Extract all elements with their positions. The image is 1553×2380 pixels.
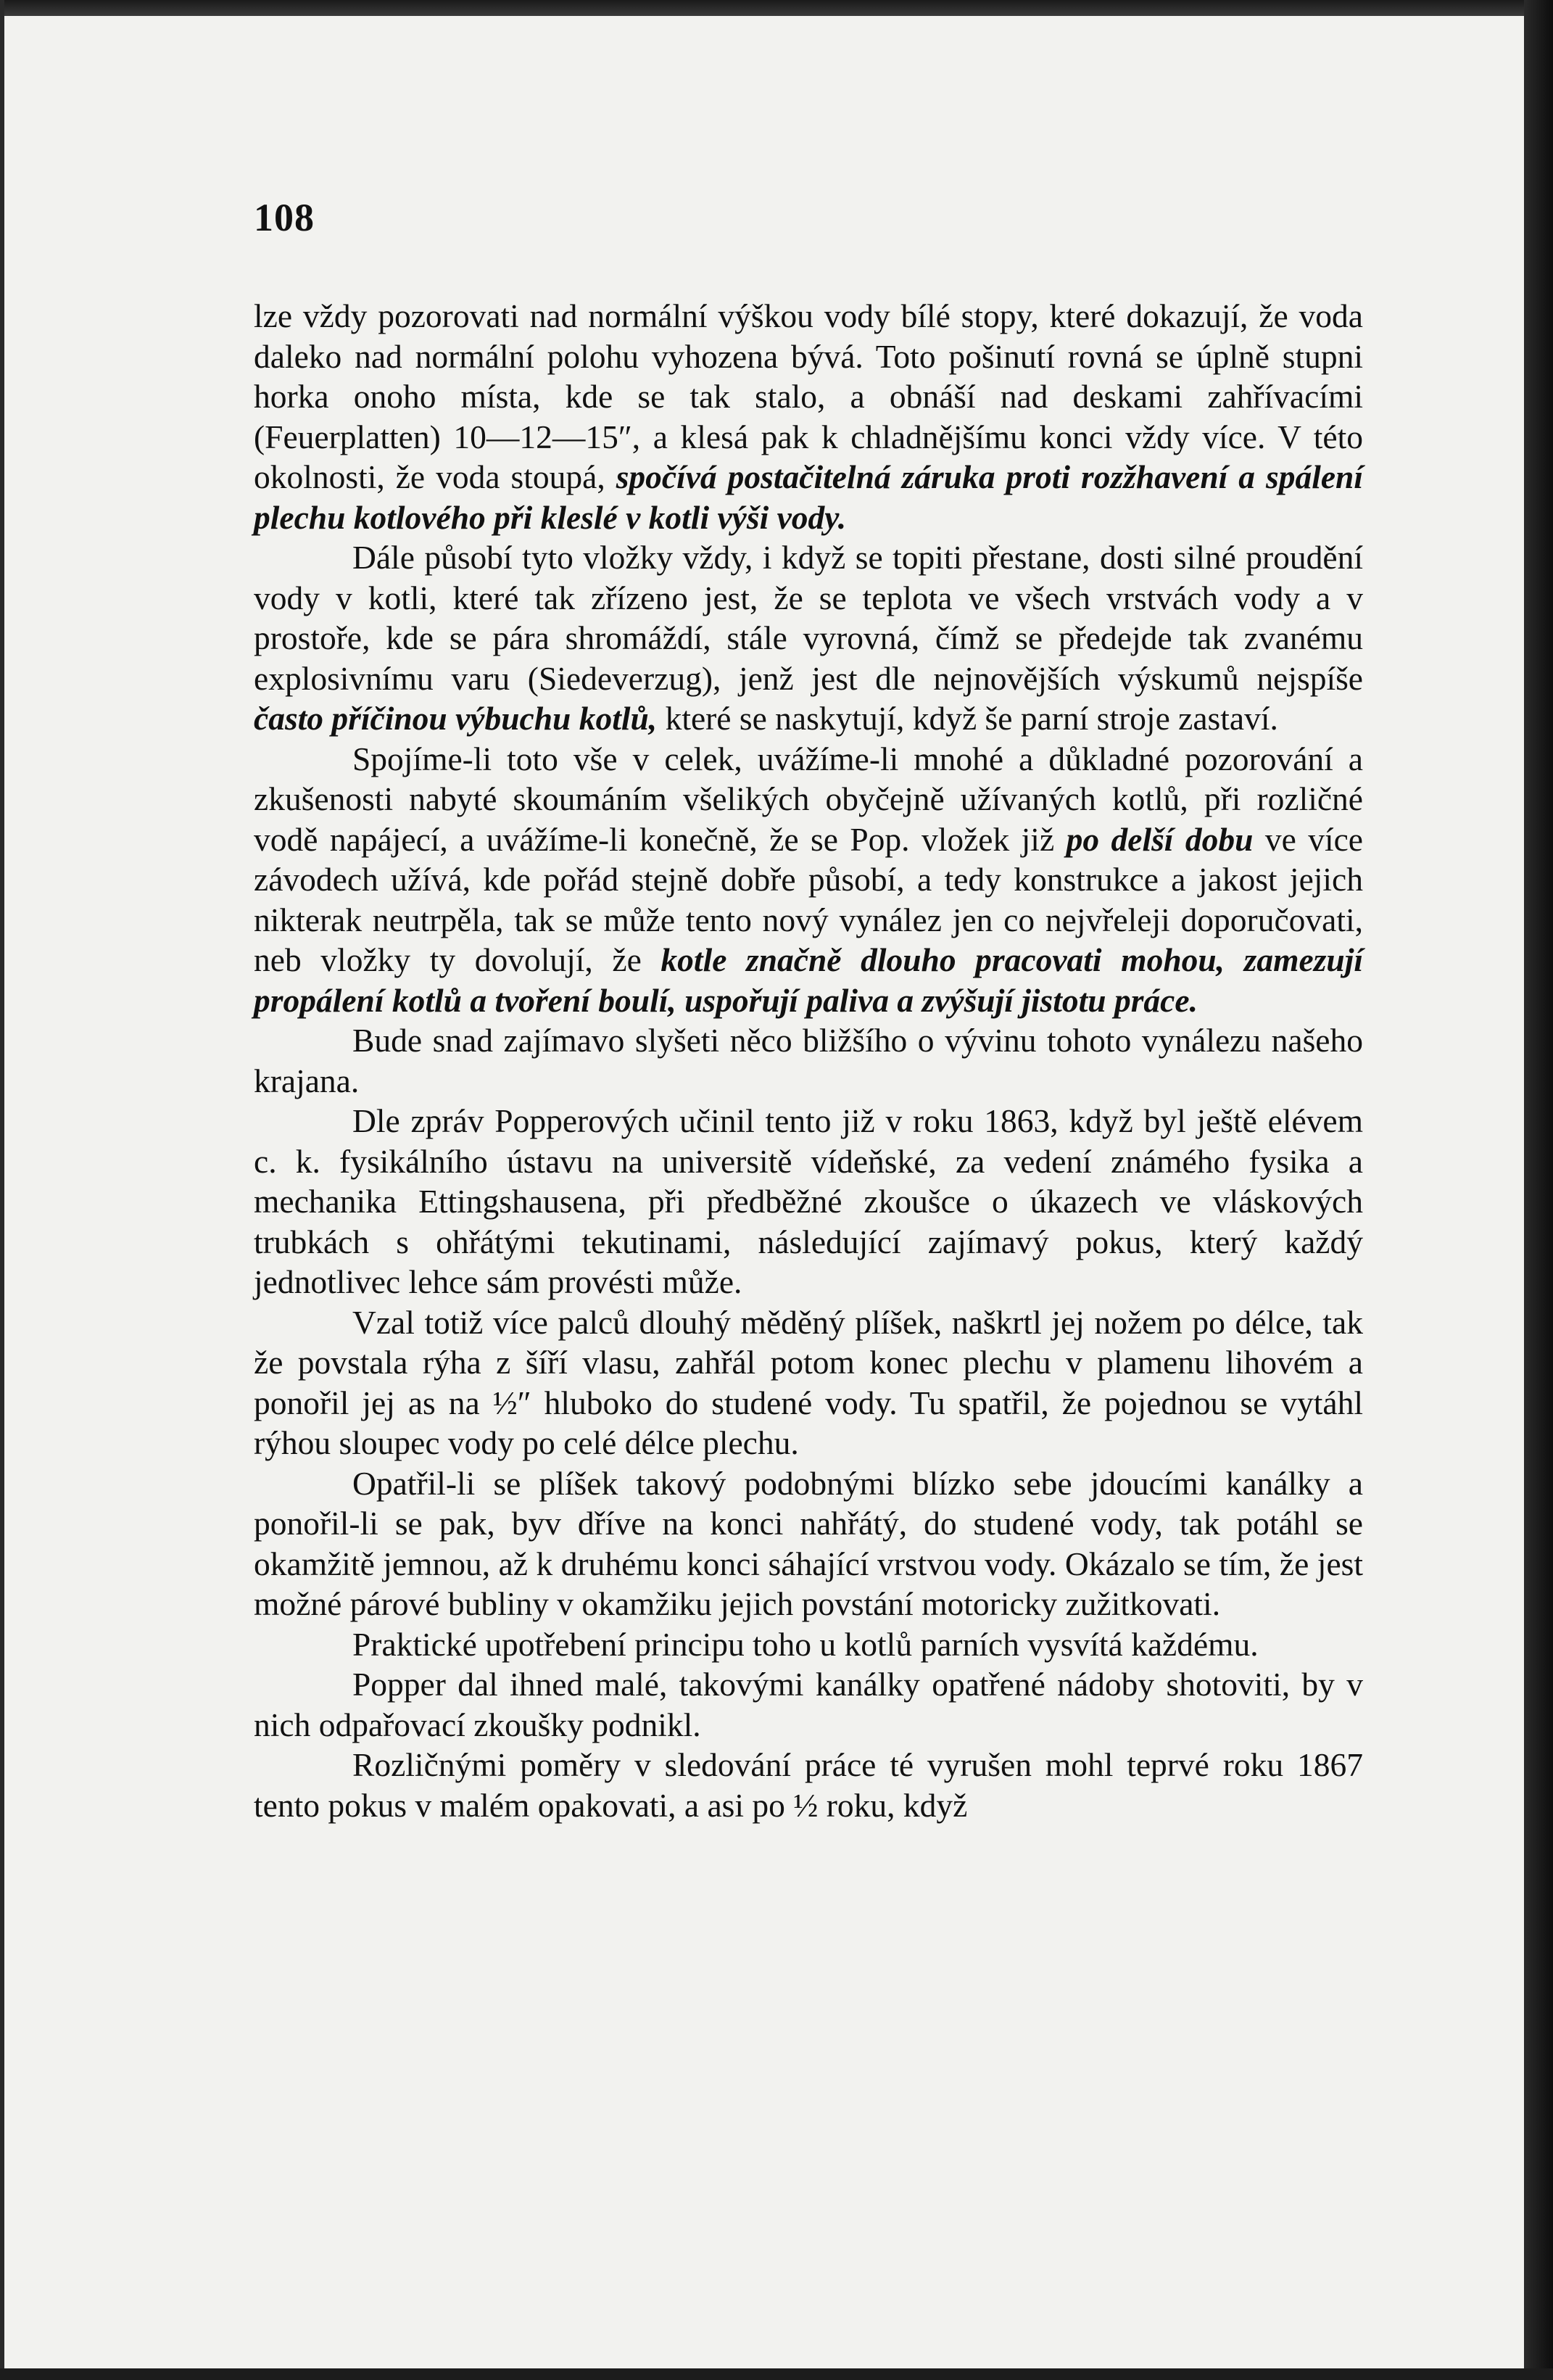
emphasized-text: kotle značně dlouho pracovati mohou, zamezují propálení kotlů a tvoření boulí, uspořují paliva a zvýšují jistotu práce.	[254, 941, 1363, 1019]
text-segment: ve více závodech užívá, kde pořád stejně dobře působí, a tedy konstrukce a jakost jejich nikterak neutrpěla, tak se může tento nový vynález jen co nejvřeleji doporučovati, neb vložky ty dovolují, že	[254, 820, 1363, 978]
text-segment: Spojíme-li toto vše v celek, uvážíme-li mnohé a důkladné pozorování a zkušenosti nabyté skoumáním všelikých obyčejně užívaných kotlů, při rozličné vodě napájecí, a uvážíme-li konečně, že se Pop. vložek již	[254, 740, 1363, 858]
scan-border-left	[0, 0, 4, 2380]
text-segment: Praktické upotřebení principu toho u kotlů parních vysvítá každému.	[352, 1625, 1259, 1663]
text-segment: Rozličnými poměry v sledování práce té vyrušen mohl teprvé roku 1867 tento pokus v malém opakovati, a asi po ½ roku, když	[254, 1746, 1363, 1824]
paragraph	[254, 739, 1363, 1021]
emphasized-text: po delší dobu	[1066, 820, 1254, 858]
body-text	[254, 296, 1363, 1825]
scan-border-right	[1524, 0, 1553, 2380]
emphasized-text: spočívá postačitelná záruka proti rozžhavení a spálení plechu kotlového při kleslé v kotli výši vody.	[254, 458, 1363, 536]
text-segment: Dle zpráv Popperových učinil tento již v roku 1863, když byl ještě elévem c. k. fysikálního ústavu na universitě vídeňské, za vedení známého fysika a mechanika Ettingshausena, při předběžné zkoušce o úkazech ve vláskových trubkách s ohřátými tekutinami, následující zajímavý pokus, který každý jednotlivec lehce sám provésti může.	[254, 1102, 1363, 1300]
text-segment: Dále působí tyto vložky vždy, i když se topiti přestane, dosti silné proudění vody v kotli, které tak zřízeno jest, že se teplota ve všech vrstvách vody a v prostoře, kde se pára shromáždí, stále vyrovná, čímž se předejde tak zvanému explosivnímu varu (Siedeverzug), jenž jest dle nejnovějších výskumů nejspíše	[254, 539, 1363, 697]
text-segment: které se naskytují, když še parní stroje zastaví.	[657, 700, 1278, 737]
page-number: 108	[254, 196, 315, 239]
paragraph	[254, 1745, 1363, 1825]
paragraph	[254, 1302, 1363, 1463]
text-segment: Vzal totiž více palců dlouhý měděný plíšek, naškrtl jej nožem po délce, tak že povstala rýha z šíří vlasu, zahřál potom konec plechu v plamenu lihovém a ponořil jej as na ½″ hluboko do studené vody. Tu spatřil, že pojednou se vytáhl rýhou sloupec vody po celé délce plechu.	[254, 1303, 1363, 1461]
emphasized-text: často příčinou výbuchu kotlů,	[254, 700, 658, 737]
scan-border-bottom	[0, 2368, 1553, 2380]
paragraph	[254, 537, 1363, 739]
text-segment: Popper dal ihned malé, takovými kanálky opatřené nádoby shotoviti, by v nich odpařovací zkoušky podnikl.	[254, 1666, 1363, 1743]
paragraph	[254, 1624, 1363, 1665]
paragraph	[254, 1020, 1363, 1101]
paragraph	[254, 1463, 1363, 1624]
text-segment: Opatřil-li se plíšek takový podobnými blízko sebe jdoucími kanálky a ponořil-li se pak, byv dříve na konci nahřátý, do studené vody, tak potáhl se okamžitě jemnou, až k druhému konci sáhající vrstvou vody. Okázalo se tím, že jest možné párové bubliny v okamžiku jejich povstání motoricky zužitkovati.	[254, 1464, 1363, 1622]
text-segment: lze vždy pozorovati nad normální výškou vody bílé stopy, které dokazují, že voda daleko nad normální polohu vyhozena bývá. Toto pošinutí rovná se úplně stupni horka onoho místa, kde se tak stalo, a obnáší nad deskami zahřívacími (Feuerplatten) 10—12—15″, a klesá pak k chladnějšímu konci vždy více. V této okolnosti, že voda stoupá,	[254, 297, 1363, 495]
page-content	[254, 196, 1363, 1825]
paragraph	[254, 1664, 1363, 1745]
paragraph	[254, 296, 1363, 537]
scan-border-top	[0, 0, 1553, 16]
paragraph	[254, 1101, 1363, 1302]
text-segment: Bude snad zajímavo slyšeti něco bližšího o vývinu tohoto vynálezu našeho krajana.	[254, 1022, 1363, 1099]
